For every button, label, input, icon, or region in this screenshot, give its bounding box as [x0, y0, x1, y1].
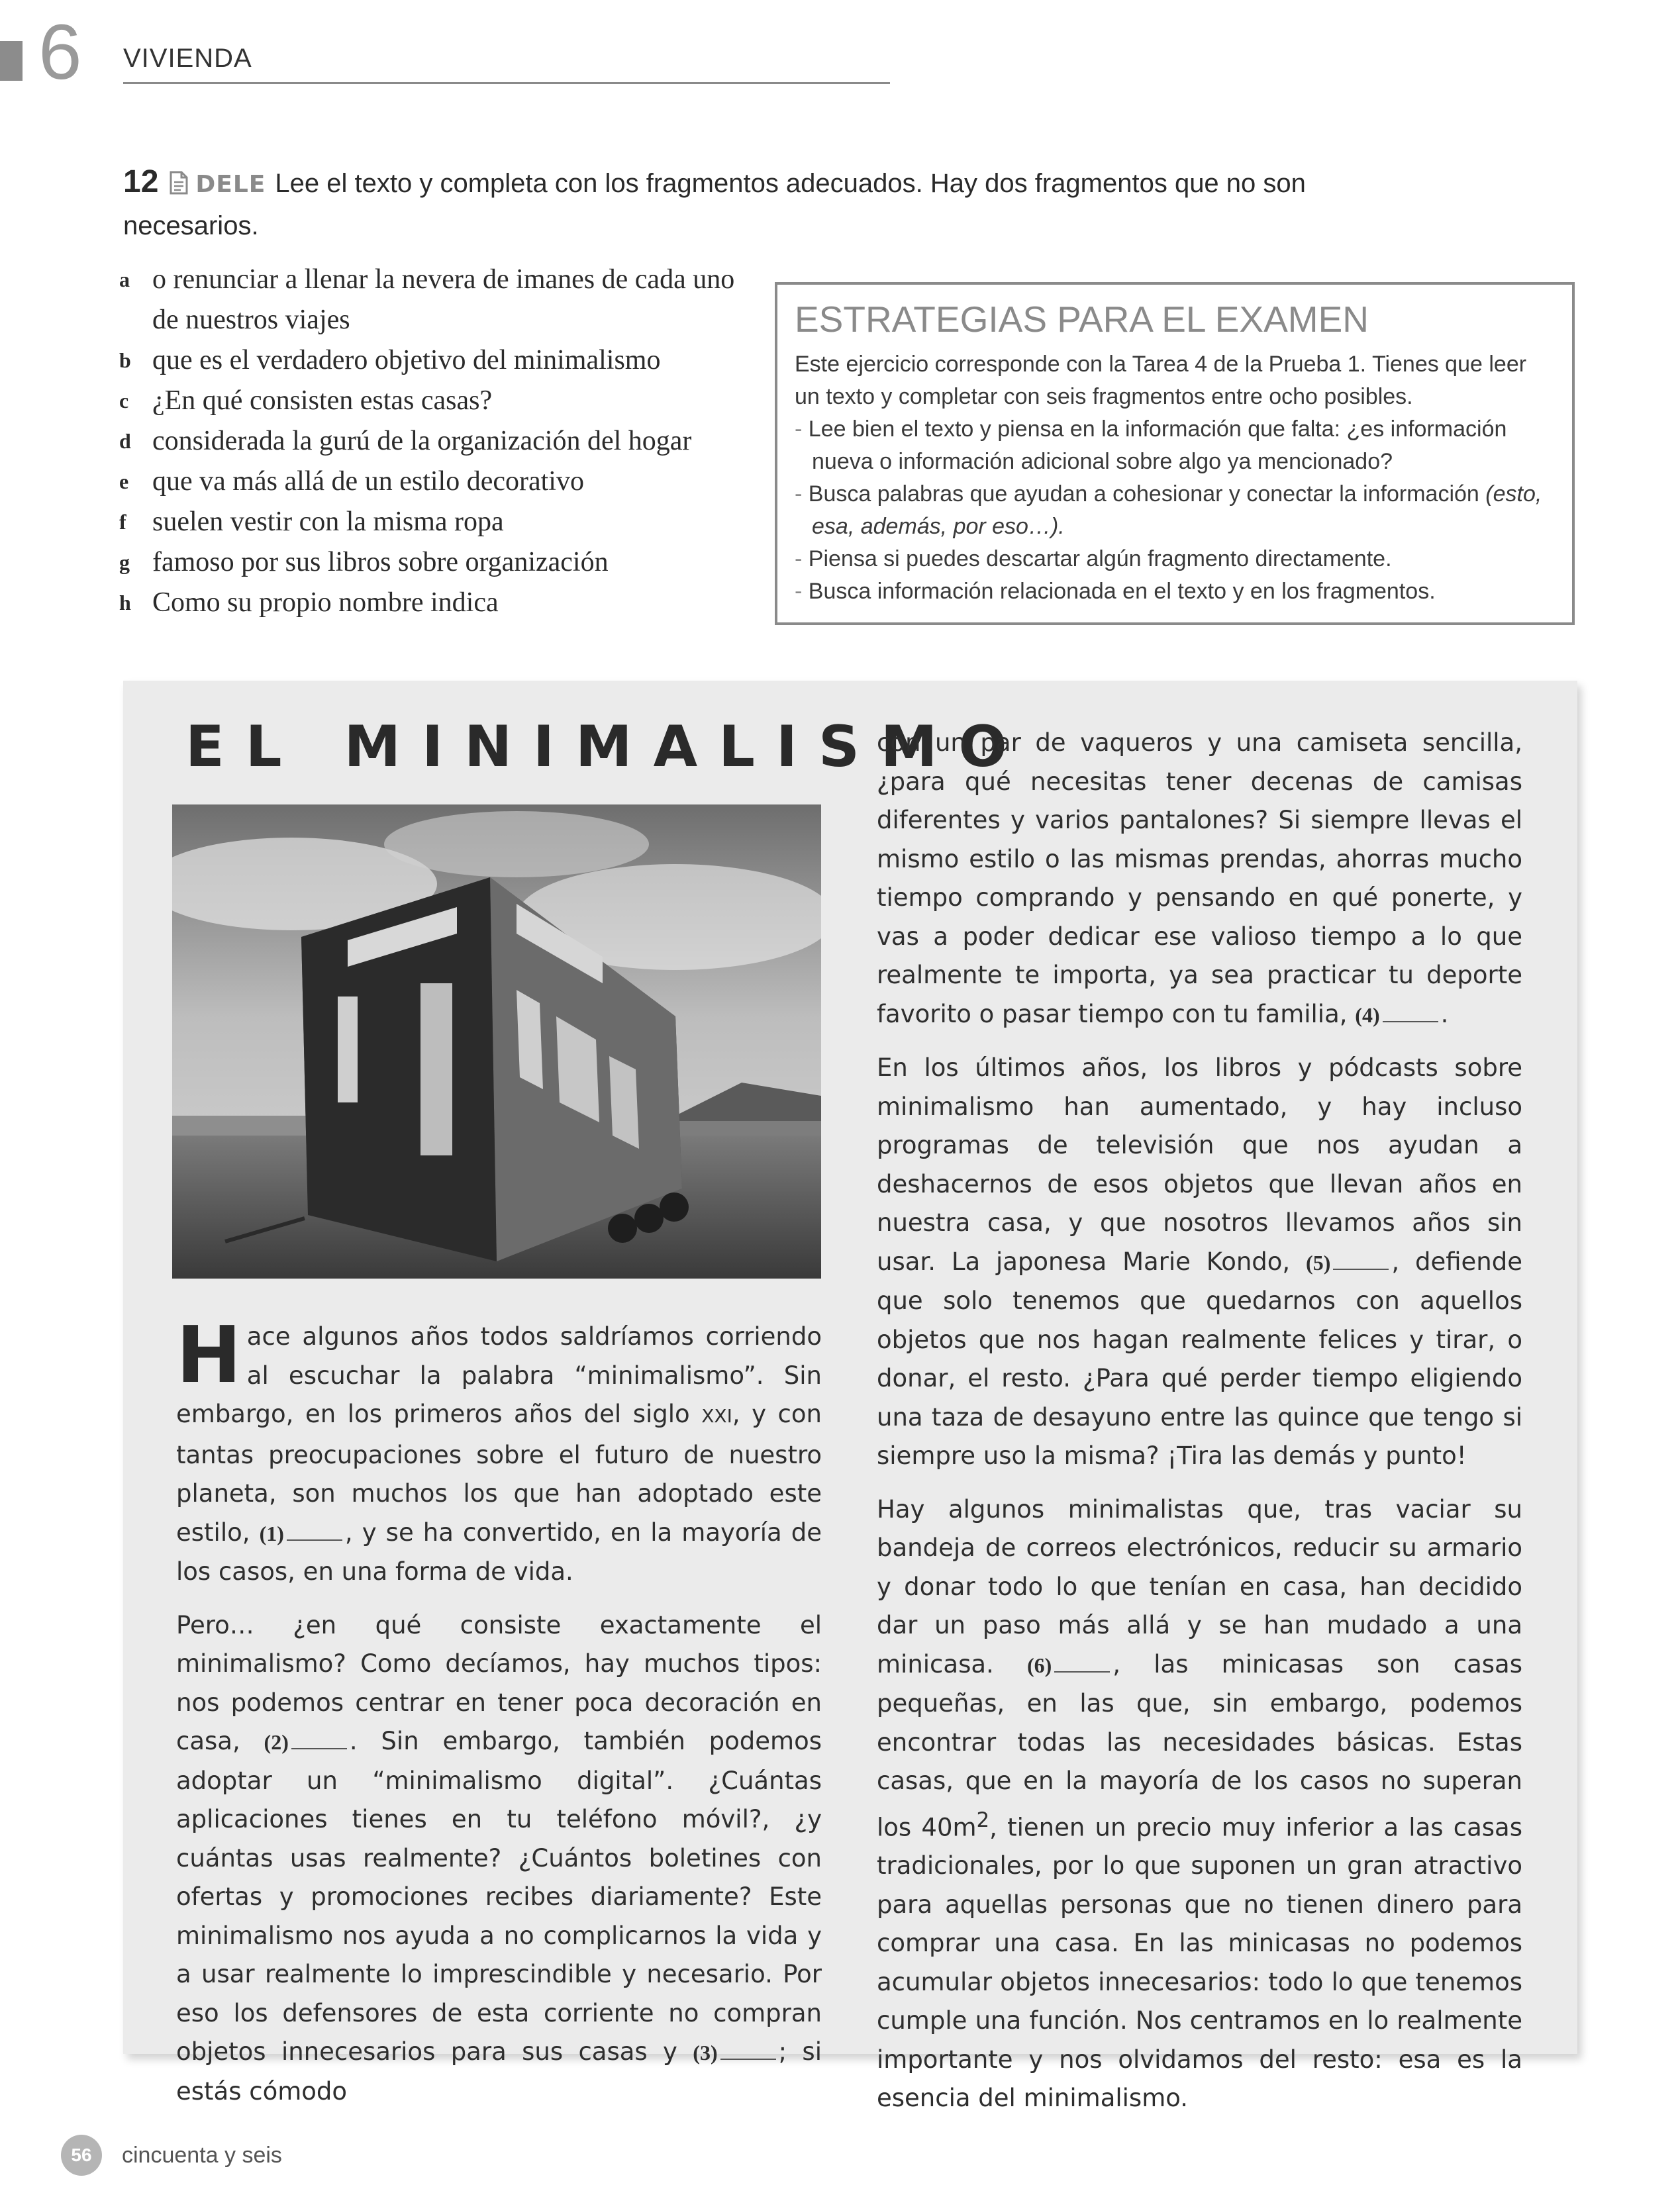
paragraph-text: , y con tantas preocupaciones sobre el futuro de nuestro planeta, son muchos los que han adoptado este estilo, [176, 1400, 822, 1547]
fragment-letter: f [119, 510, 126, 534]
paragraph-text: con un par de vaqueros y una camiseta sencilla, ¿para qué necesitas tener decenas de camisas diferentes y varios pantalones? Si siempre llevas el mismo estilo o las mismas prendas, ahorras mucho tiempo comprando y pensando en qué ponerte, y vas a poder dedicar ese valioso tiempo a lo que realmente te importa, ya sea practicar tu deporte favorito o pasar tiempo con tu familia, [877, 728, 1522, 1028]
superscript: 2 [976, 1808, 990, 1832]
answer-blank[interactable] [291, 1748, 347, 1749]
strategies-box [775, 282, 1575, 625]
paragraph-text: Pero… ¿en qué consiste exactamente el minimalismo? Como decíamos, hay muchos tipos: nos podemos centrar en tener poca decoración en casa, [176, 1610, 822, 1755]
unit-marker-bar [0, 41, 23, 81]
section-title: VIVIENDA [123, 44, 252, 73]
fragment-text: o renunciar a llenar la nevera de imanes de cada uno de nuestros viajes [152, 264, 735, 335]
article-paragraph [877, 1490, 1522, 2118]
article-paragraph [877, 1049, 1522, 1476]
paragraph-text: . [1440, 999, 1449, 1028]
page-number-words: cincuenta y seis [122, 2143, 282, 2168]
answer-blank[interactable] [1333, 1269, 1389, 1270]
fragment-text: Como su propio nombre indica [152, 587, 499, 618]
fragment-letter: g [119, 550, 130, 574]
strategy-item: - Lee bien el texto y piensa en la información que falta: ¿es información nueva o información adicional sobre algo ya mencionado? [795, 416, 1507, 474]
answer-blank[interactable] [720, 2059, 776, 2060]
paragraph-text: , las minicasas son casas pequeñas, en las que, sin embargo, podemos encontrar todas las necesidades básicas. Estas casas, que en la mayoría de los casos no superan los 40m [877, 1649, 1522, 1841]
gap-number: (6) [1026, 1653, 1052, 1677]
paragraph-text: , defiende que solo tenemos que quedarnos con aquellos objetos que nos hagan realmente felices y tirar, o donar, el resto. ¿Para qué perder tiempo eligiendo una taza de desayuno entre las quince que tengo si siempre uso la misma? ¡Tira las demás y punto! [877, 1247, 1522, 1470]
paragraph-text: Hay algunos minimalistas que, tras vaciar su bandeja de correos electrónicos, reducir su armario y donar todo lo que tenían en casa, han decidido dar un paso más allá y se han mudado a una minicasa. [877, 1494, 1522, 1678]
fragment-item [119, 502, 755, 542]
exercise-number: 12 [123, 164, 159, 199]
article-column-right [877, 724, 1522, 2133]
gap-number: (4) [1355, 1002, 1380, 1027]
fragment-item [119, 340, 755, 381]
fragment-item [119, 421, 755, 462]
fragment-letter: d [119, 429, 131, 453]
exercise-heading [123, 162, 1315, 246]
fragment-text: que va más allá de un estilo decorativo [152, 466, 584, 497]
strategy-item: - Busca palabras que ayudan a cohesionar y conectar la información (esto, esa, además, por eso…). [795, 481, 1542, 539]
drop-cap: H [176, 1309, 242, 1400]
article-column-left [176, 1309, 822, 2125]
answer-blank[interactable] [287, 1539, 342, 1541]
strategy-text: Lee bien el texto y piensa en la información que falta: ¿es información nueva o información adicional sobre algo ya mencionado? [808, 416, 1507, 474]
century-numeral: XXI [701, 1405, 732, 1427]
fragment-text: suelen vestir con la misma ropa [152, 507, 504, 537]
strategy-text: Piensa si puedes descartar algún fragmento directamente. [808, 546, 1392, 571]
fragment-text: ¿En qué consisten estas casas? [152, 385, 493, 416]
fragment-text: famoso por sus libros sobre organización [152, 547, 609, 577]
strategy-text: Busca información relacionada en el texto y en los fragmentos. [808, 579, 1436, 604]
fragment-item [119, 260, 755, 340]
paragraph-text: , tienen un precio muy inferior a las casas tradicionales, por lo que suponen un gran atractivo para aquellas personas que no tienen dinero para comprar una casa. En las minicasas no podemos acumular objetos innecesarios: todo lo que tenemos cumple una función. Nos centramos en lo realmente importante y nos olvidamos del resto: esa es la esencia del minimalismo. [877, 1812, 1522, 2113]
answer-blank[interactable] [1383, 1021, 1438, 1022]
fragment-letter: b [119, 348, 131, 372]
fragment-text: que es el verdadero objetivo del minimalismo [152, 345, 661, 375]
strategies-title: ESTRATEGIAS PARA EL EXAMEN [795, 299, 1369, 340]
article-paragraph [176, 1309, 822, 1592]
document-icon [169, 166, 189, 206]
article-title: EL MINIMALISMO [185, 714, 1028, 780]
fragment-text: considerada la gurú de la organización del hogar [152, 426, 692, 456]
strategy-item: - Busca información relacionada en el texto y en los fragmentos. [795, 579, 1436, 604]
fragment-letter: c [119, 389, 129, 413]
article-paragraph [877, 724, 1522, 1034]
fragment-item [119, 381, 755, 421]
gap-number: (1) [259, 1521, 284, 1545]
strategy-examples: (esto, esa, además, por eso…). [812, 481, 1542, 539]
fragment-item [119, 462, 755, 502]
fragment-letter: a [119, 268, 130, 291]
page-number-badge: 56 [61, 2135, 102, 2176]
strategy-item: - Piensa si puedes descartar algún fragmento directamente. [795, 546, 1392, 571]
paragraph-text: . Sin embargo, también podemos adoptar un “minimalismo digital”. ¿Cuántas aplicaciones tienes en tu teléfono móvil?, ¿y cuántas usas realmente? ¿Cuántos boletines con ofertas y promociones recibes diariamente? Este minimalismo nos ayuda a no complicarnos la vida y a usar realmente lo imprescindible y necesario. Por eso los defensores de esta corriente no compran objetos innecesarios para sus casas y [176, 1727, 822, 2066]
paragraph-text: , y se ha convertido, en la mayoría de los casos, en una forma de vida. [176, 1518, 822, 1586]
strategy-text: Busca palabras que ayudan a cohesionar y conectar la información [808, 481, 1479, 507]
paragraph-text: ; si estás cómodo [176, 2037, 822, 2106]
exercise-instruction: Lee el texto y completa con los fragmentos adecuados. Hay dos fragmentos que no son necesarios. [123, 169, 1306, 240]
paragraph-text: En los últimos años, los libros y pódcasts sobre minimalismo han aumentado, y hay incluso programas de televisión que nos ayudan a deshacernos de esos objetos que llevan años en nuestra casa, y que nosotros llevamos años sin usar. La japonesa Marie Kondo, [877, 1053, 1522, 1276]
gap-number: (5) [1306, 1250, 1331, 1275]
strategies-intro: Este ejercicio corresponde con la Tarea 4 de la Prueba 1. Tienes que leer un texto y completar con seis fragmentos entre ocho posibles. [795, 352, 1527, 409]
fragment-list [119, 260, 755, 623]
dele-tag: DELE [195, 171, 266, 198]
header-rule [123, 82, 890, 84]
paragraph-text: ace algunos años todos saldríamos corriendo al escuchar la palabra “minimalismo”. Sin embargo, en los primeros años del siglo [176, 1322, 822, 1428]
gap-number: (2) [264, 1730, 289, 1754]
article-paragraph [176, 1606, 822, 2112]
fragment-item [119, 542, 755, 583]
tiny-house-photo [172, 804, 821, 1279]
unit-number: 6 [38, 9, 82, 96]
gap-number: (3) [693, 2041, 718, 2065]
answer-blank[interactable] [1054, 1671, 1110, 1673]
fragment-letter: e [119, 469, 129, 493]
fragment-item [119, 583, 755, 623]
fragment-letter: h [119, 591, 131, 614]
